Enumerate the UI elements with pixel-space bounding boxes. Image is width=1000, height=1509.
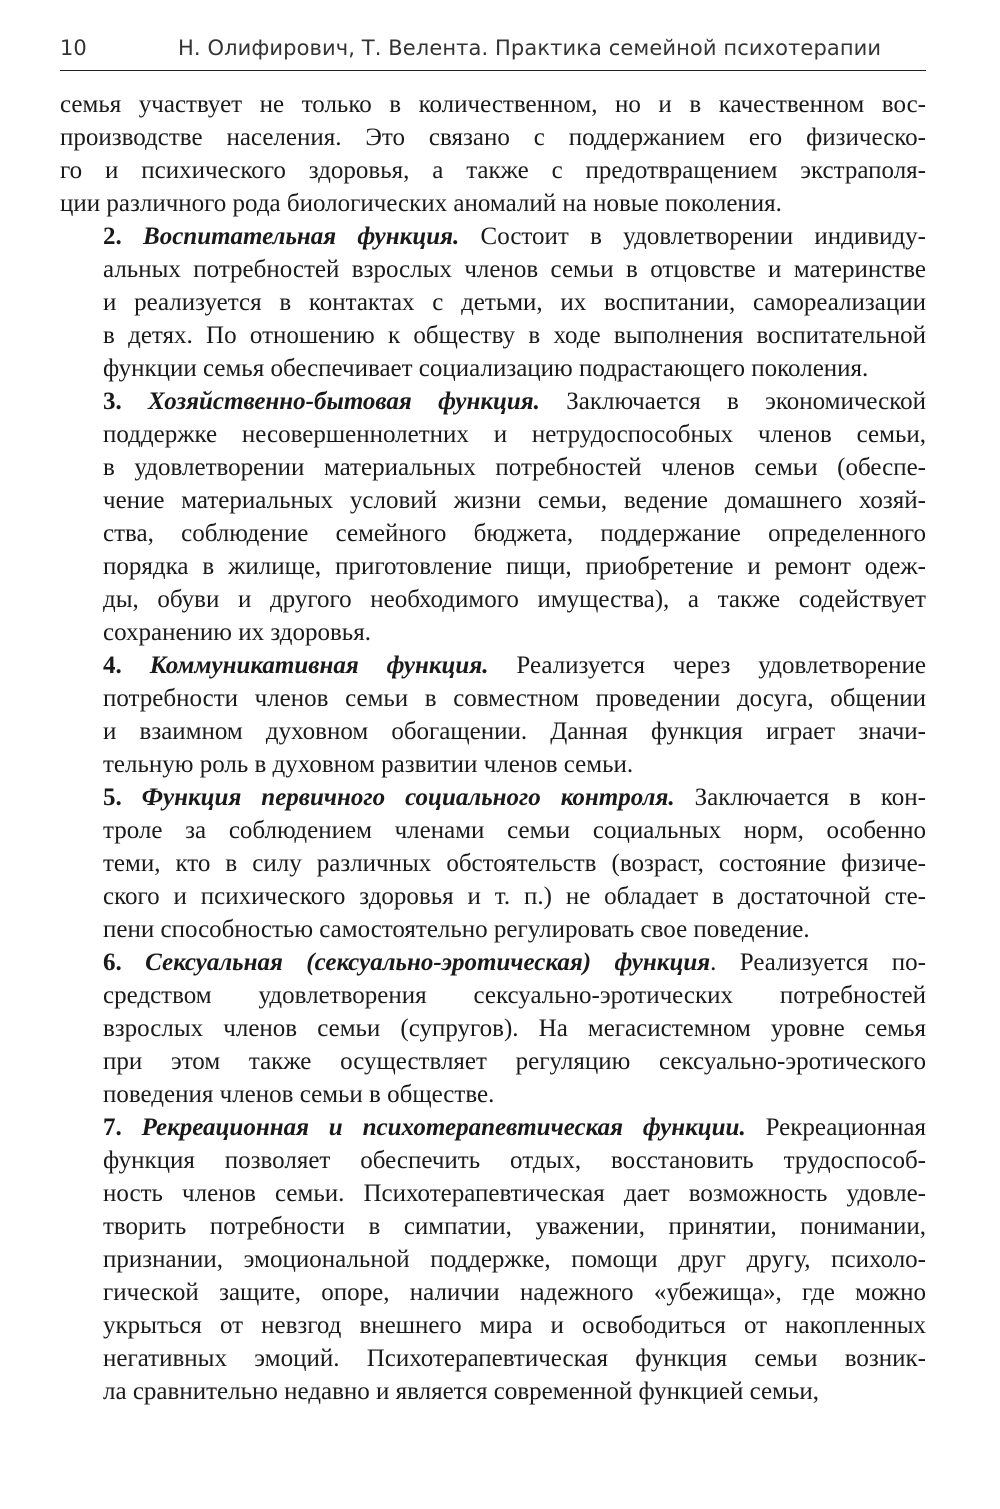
- function-title: Воспитательная функция.: [143, 223, 460, 250]
- function-paragraph: [60, 649, 926, 781]
- function-title: Коммуникативная функция.: [149, 652, 489, 679]
- function-number: 5.: [103, 784, 122, 811]
- function-paragraph: [60, 385, 926, 649]
- text-line: [60, 946, 926, 979]
- text-line: [60, 781, 926, 814]
- text-line: ла сравнительно недавно и является современной функцией семьи,: [103, 1378, 819, 1405]
- text-line: функция позволяет обеспечить отдых, восстановить трудоспособ-: [103, 1147, 926, 1174]
- text-line: сохранению их здоровья.: [103, 619, 371, 646]
- function-paragraph: [60, 946, 926, 1111]
- running-head: [60, 34, 926, 71]
- text-line: семья участвует не только в количественном, но и в качественном вос-: [60, 91, 926, 118]
- text-line: [60, 1111, 926, 1144]
- text-line: пени способностью самостоятельно регулировать свое поведение.: [103, 916, 810, 943]
- text-line: [60, 649, 926, 682]
- text-line: негативных эмоций. Психотерапевтическая функция семьи возник-: [103, 1345, 926, 1372]
- text-line-rest: Состоит в удовлетворении индивиду-: [459, 223, 927, 250]
- text-line: ции различного рода биологических аномалий на новые поколения.: [60, 190, 782, 217]
- function-title: Функция первичного социального контроля.: [141, 784, 675, 811]
- text-line: функции семья обеспечивает социализацию подрастающего поколения.: [103, 355, 869, 382]
- text-line: потребности членов семьи в совместном проведении досуга, общении: [103, 685, 926, 712]
- function-list: [60, 220, 926, 1408]
- text-line: поведения членов семьи в обществе.: [103, 1081, 495, 1108]
- text-line: творить потребности в симпатии, уважении, принятии, понимании,: [103, 1213, 926, 1240]
- function-paragraph: [60, 220, 926, 385]
- text-line-rest: Рекреационная: [745, 1114, 926, 1141]
- function-title: Рекреационная и психотерапевтическая функции.: [141, 1114, 746, 1141]
- text-line: [60, 220, 926, 253]
- function-title: Сексуальная (сексуально-эротическая) функция: [145, 949, 711, 976]
- intro-paragraph: [60, 88, 926, 220]
- text-line: чение материальных условий жизни семьи, ведение домашнего хозяй-: [103, 487, 926, 514]
- running-title: Н. Олифирович, Т. Велента. Практика семейной психотерапии: [178, 36, 882, 60]
- text-line-rest: Заключается в кон-: [674, 784, 926, 811]
- text-line: [60, 385, 926, 418]
- text-line: тельную роль в духовном развитии членов семьи.: [103, 751, 634, 778]
- function-number: 4.: [103, 652, 122, 679]
- text-line: ды, обуви и другого необходимого имущества), а также содействует: [103, 586, 926, 613]
- function-number: 2.: [103, 223, 122, 250]
- text-line: альных потребностей взрослых членов семьи в отцовстве и материнстве: [103, 256, 926, 283]
- text-line: троле за соблюдением членами семьи социальных норм, особенно: [103, 817, 926, 844]
- page-number: 10: [60, 36, 87, 60]
- text-line: гической защите, опоре, наличии надежного «убежища», где можно: [103, 1279, 926, 1306]
- function-paragraph: [60, 781, 926, 946]
- text-line: поддержке несовершеннолетних и нетрудоспособных членов семьи,: [103, 421, 926, 448]
- text-line: теми, кто в силу различных обстоятельств (возраст, состояние физиче-: [103, 850, 926, 877]
- text-line-rest: Реализуется через удовлетворение: [488, 652, 926, 679]
- body-text: [60, 88, 926, 1408]
- text-line: в удовлетворении материальных потребностей членов семьи (обеспе-: [103, 454, 926, 481]
- text-line: взрослых членов семьи (супругов). На мегасистемном уровне семья: [103, 1015, 926, 1042]
- function-paragraph: [60, 1111, 926, 1408]
- text-line-rest: . Реализуется по-: [710, 949, 926, 976]
- function-title: Хозяйственно-бытовая функция.: [148, 388, 540, 415]
- text-line: производстве населения. Это связано с поддержанием его физическо-: [60, 124, 926, 151]
- text-line: признании, эмоциональной поддержке, помощи друг другу, психоло-: [103, 1246, 926, 1273]
- text-line: укрыться от невзгод внешнего мира и освободиться от накопленных: [103, 1312, 926, 1339]
- text-line: порядка в жилище, приготовление пищи, приобретение и ремонт одеж-: [103, 553, 926, 580]
- text-line: в детях. По отношению к обществу в ходе выполнения воспитательной: [103, 322, 926, 349]
- text-line: и реализуется в контактах с детьми, их воспитании, самореализации: [103, 289, 926, 316]
- text-line: средством удовлетворения сексуально-эротических потребностей: [103, 982, 926, 1009]
- text-line-rest: Заключается в экономической: [539, 388, 926, 415]
- function-number: 7.: [103, 1114, 122, 1141]
- text-line: и взаимном духовном обогащении. Данная функция играет значи-: [103, 718, 926, 745]
- text-line: ского и психического здоровья и т. п.) не обладает в достаточной сте-: [103, 883, 926, 910]
- text-line: го и психического здоровья, а также с предотвращением экстраполя-: [60, 157, 926, 184]
- function-number: 3.: [103, 388, 122, 415]
- text-line: ность членов семьи. Психотерапевтическая дает возможность удовле-: [103, 1180, 926, 1207]
- text-line: при этом также осуществляет регуляцию сексуально-эротического: [103, 1048, 926, 1075]
- text-line: ства, соблюдение семейного бюджета, поддержание определенного: [103, 520, 926, 547]
- function-number: 6.: [103, 949, 122, 976]
